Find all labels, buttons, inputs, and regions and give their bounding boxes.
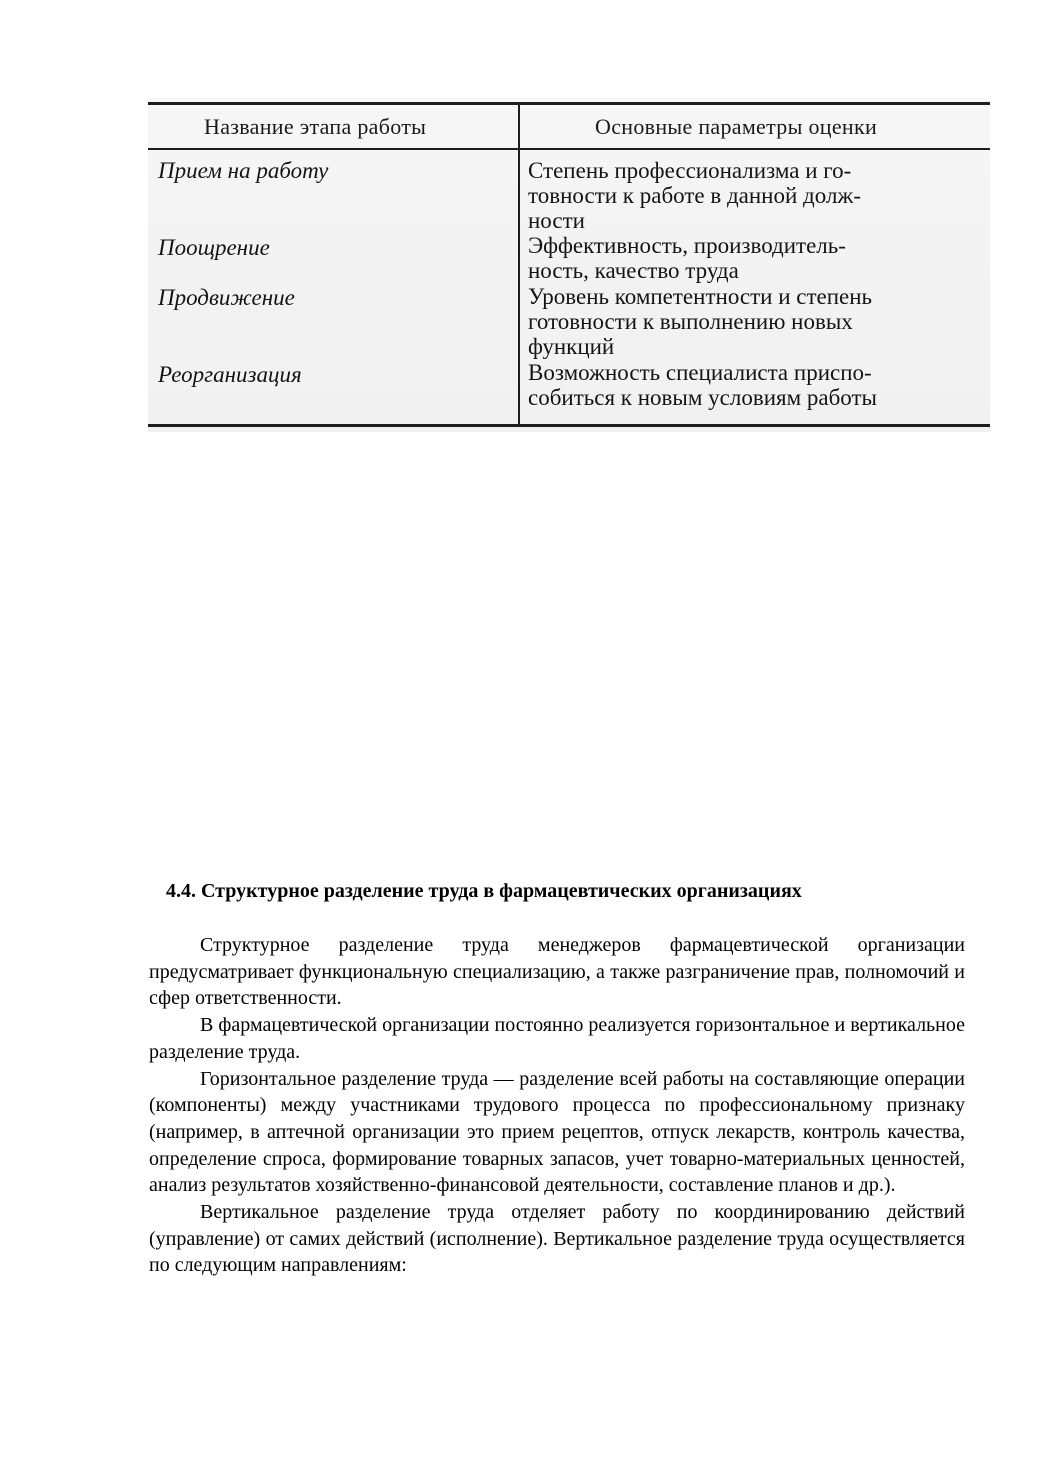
- row-params-promotion: [528, 284, 980, 359]
- params-line: ность, качество труда: [528, 258, 739, 283]
- paragraph: В фармацевтической организации постоянно реализуется горизонтальное и вертикальное разделение труда.: [149, 1014, 965, 1063]
- row-params-reorganization: [528, 360, 980, 410]
- params-line: функций: [528, 334, 615, 359]
- paragraph: Структурное разделение труда менеджеров фармацевтической организации предусматривает функциональную специализацию, а также разграничение прав, полномочий и сфер ответственности.: [149, 934, 965, 1010]
- row-params-hiring: [528, 158, 980, 233]
- evaluation-table-scan: [148, 98, 990, 432]
- header-evaluation-params: Основные параметры оценки: [595, 114, 878, 139]
- table-header-rule: [148, 148, 990, 150]
- section-heading: 4.4. Структурное разделение труда в фармацевтических организациях: [166, 880, 802, 902]
- row-params-reward: [528, 233, 980, 283]
- params-line: товности к работе в данной долж-: [528, 183, 861, 208]
- table-top-rule: [148, 102, 990, 105]
- params-line: собиться к новым условиям работы: [528, 385, 877, 410]
- params-line: Возможность специалиста приспо-: [528, 360, 872, 385]
- header-stage-name: Название этапа работы: [204, 114, 427, 139]
- paragraph: Вертикальное разделение труда отделяет работу по координированию действий (управление) от самих действий (исполнение). Вертикальное разделение труда осуществляется по следующим направлениям:: [149, 1201, 965, 1277]
- paragraph: Горизонтальное разделение труда — разделение всей работы на составляющие операции (компоненты) между участниками трудового процесса по профессиональному признаку (например, в аптечной организации это прием рецептов, отпуск лекарств, контроль качества, определение спроса, формирование товарных запасов, учет товарно-материальных ценностей, анализ результатов хозяйственно-финансовой деятельности, составление планов и др.).: [149, 1067, 965, 1197]
- params-line: Эффективность, производитель-: [528, 233, 846, 258]
- row-stage-reorganization: Реорганизация: [158, 362, 302, 387]
- row-stage-reward: Поощрение: [158, 235, 270, 260]
- params-line: ности: [528, 208, 585, 233]
- section-body: [149, 932, 965, 1279]
- row-stage-promotion: Продвижение: [158, 285, 295, 310]
- params-line: Уровень компетентности и степень: [528, 284, 873, 309]
- table-column-divider: [518, 102, 520, 427]
- row-stage-hiring: Прием на работу: [158, 158, 329, 183]
- params-line: готовности к выполнению новых: [528, 309, 853, 334]
- params-line: Степень профессионализма и го-: [528, 158, 852, 183]
- table-bottom-rule: [148, 424, 990, 427]
